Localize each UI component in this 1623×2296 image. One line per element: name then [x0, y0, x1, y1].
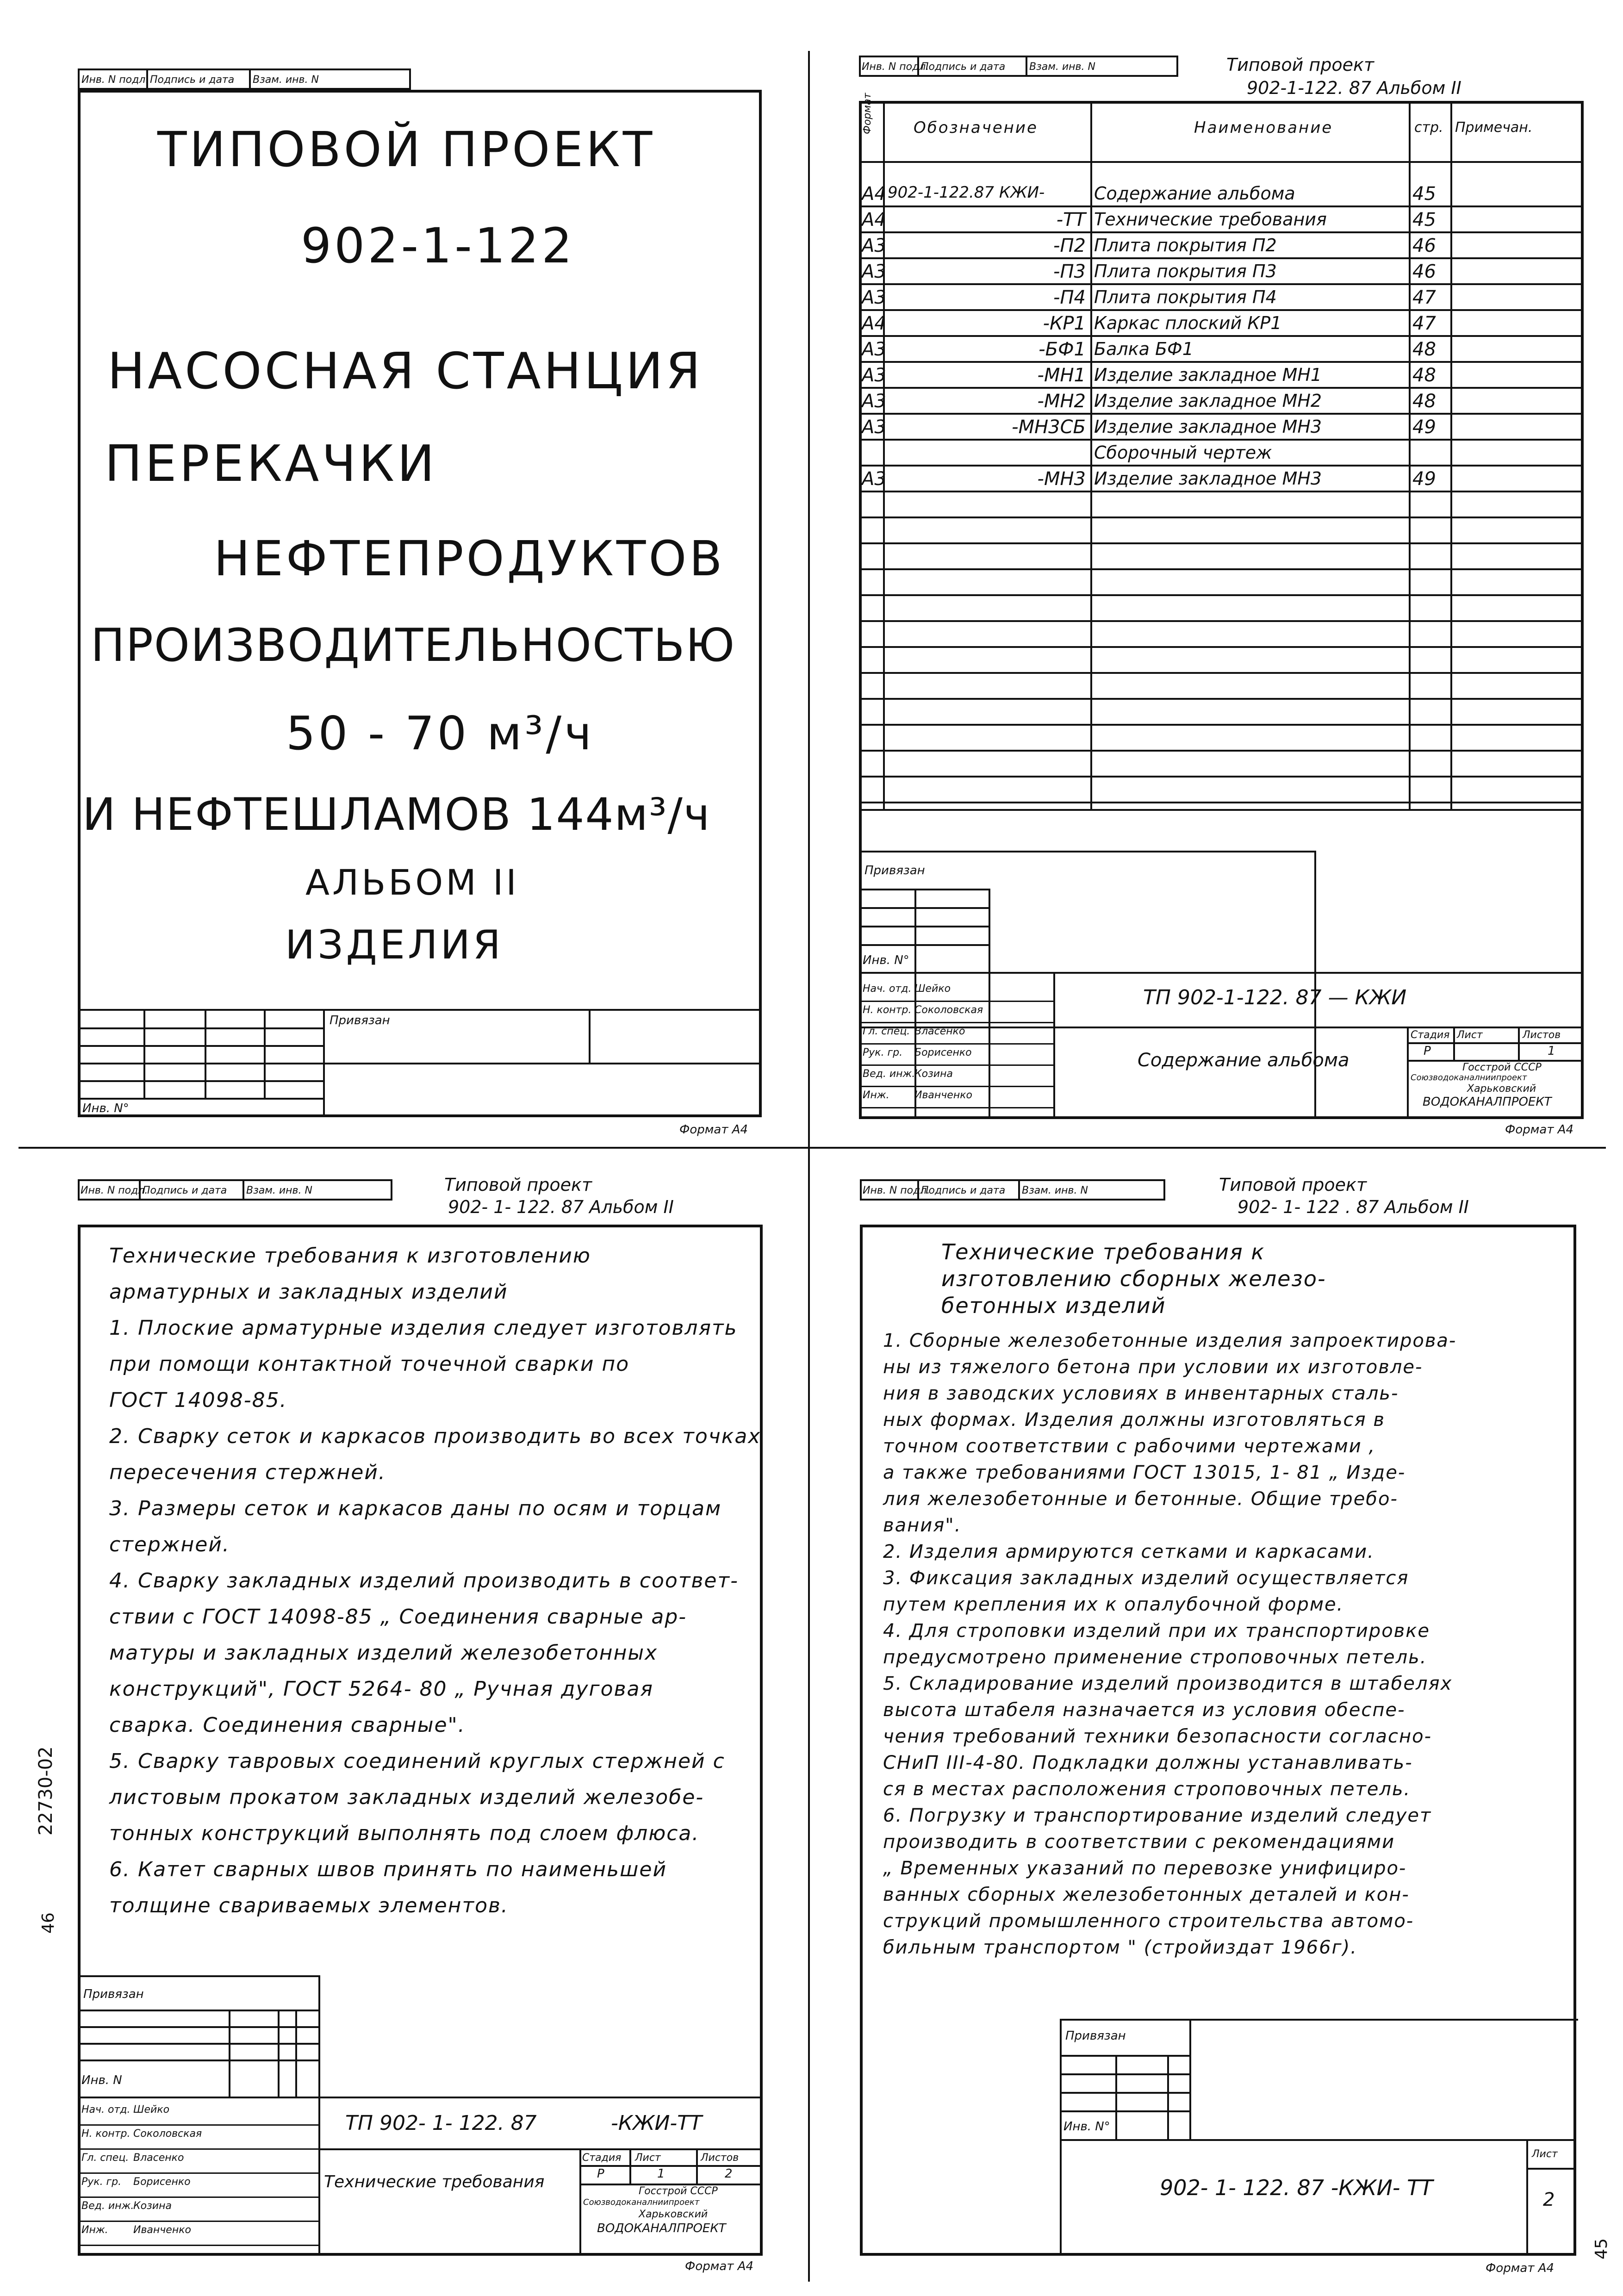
- cover-format: Формат А4: [679, 1123, 748, 1137]
- tech2-sheet-label: Лист: [1532, 2148, 1558, 2160]
- signature-role: Нач. отд.: [863, 983, 912, 995]
- contents-row-designation: -МН3СБ: [1012, 417, 1086, 438]
- contents-row-line: [859, 516, 1584, 518]
- tech1-doc-code: ТП 902- 1- 122. 87: [345, 2111, 537, 2135]
- tech1-frame: [78, 1225, 763, 2256]
- contents-row-line: [859, 309, 1584, 311]
- contents-row-line: [859, 387, 1584, 389]
- contents-row-name: Плита покрытия П2: [1094, 235, 1277, 255]
- contents-row-name: Балка БФ1: [1094, 339, 1194, 359]
- signature-line: [859, 1043, 1053, 1045]
- contents-inv: Инв. N°: [863, 953, 909, 967]
- body-text-line: при помощи контактной точечной сварки по: [109, 1352, 630, 1376]
- contents-row-name: Содержание альбома: [1094, 183, 1295, 204]
- contents-row-name: Технические требования: [1094, 209, 1327, 230]
- tech2-title-1: Технические требования к: [941, 1239, 1265, 1264]
- signature-role: Гл. спец.: [81, 2152, 129, 2164]
- contents-row-line: [859, 672, 1584, 674]
- contents-row-line: [859, 542, 1584, 544]
- body-text-line: 2. Изделия армируются сетками и каркасами.: [883, 1541, 1374, 1562]
- tech1-stamp-inv: Инв. N подл.: [81, 1185, 148, 1196]
- contents-row-designation: -МН2: [1037, 391, 1086, 412]
- body-text-line: ствии с ГОСТ 14098-85 „ Соединения сварные ар-: [109, 1605, 687, 1629]
- contents-header-line2: 902-1-122. 87 Альбом II: [1247, 78, 1461, 98]
- tech1-signatures: [78, 2102, 318, 2256]
- contents-row-designation: -П3: [1053, 261, 1086, 282]
- contents-col-note: Примечан.: [1455, 119, 1533, 136]
- contents-row-line: [859, 750, 1584, 752]
- body-text-line: предусмотрено применение строповочных петель.: [883, 1647, 1427, 1668]
- cover-title-line-2: ПЕРЕКАЧКИ: [105, 435, 437, 493]
- signature-role: Н. контр.: [863, 1004, 912, 1016]
- cover-title-typical-project: ТИПОВОЙ ПРОЕКТ: [157, 121, 655, 178]
- tech1-org-1: Госстрой СССР: [639, 2185, 718, 2197]
- contents-row-line: [859, 283, 1584, 285]
- contents-row-page: 48: [1412, 391, 1436, 412]
- contents-row-name: Сборочный чертеж: [1094, 442, 1272, 463]
- tech2-format: Формат А4: [1486, 2261, 1555, 2275]
- tech1-header-line2: 902- 1- 122. 87 Альбом II: [448, 1197, 674, 1217]
- contents-stamp-replace: Взам. инв. N: [1029, 61, 1095, 73]
- tech1-privyazan: Привязан: [83, 1987, 144, 2001]
- contents-row-line: [859, 231, 1584, 233]
- contents-stamp-inv: Инв. N подл.: [862, 61, 929, 73]
- body-text-line: высота штабеля назначается из условия обеспе-: [883, 1699, 1405, 1721]
- contents-row-page: 46: [1412, 261, 1436, 282]
- cover-album: АЛЬБОМ II: [305, 862, 519, 903]
- body-text-line: а также требованиями ГОСТ 13015, 1- 81 „ Изде-: [883, 1462, 1406, 1483]
- signature-line: [859, 1086, 1053, 1087]
- signature-name: Иванченко: [133, 2224, 191, 2236]
- tech1-sheets-no: 2: [725, 2167, 733, 2181]
- cover-privyazan: Привязан: [330, 1014, 390, 1027]
- body-text-line: 4. Сварку закладных изделий производить в соответ-: [109, 1569, 739, 1593]
- contents-row-page: 49: [1412, 468, 1436, 490]
- body-text-line: лия железобетонные и бетонные. Общие требо-: [883, 1488, 1398, 1510]
- signature-line: [78, 2221, 318, 2222]
- contents-row-name: Плита покрытия П3: [1094, 261, 1277, 281]
- tech1-stage-label: Стадия: [582, 2152, 622, 2164]
- signature-role: Гл. спец.: [863, 1026, 910, 1037]
- contents-row-format: А4: [862, 209, 886, 230]
- contents-row-name: Изделие закладное МН2: [1094, 391, 1322, 411]
- signature-role: Вед. инж.: [863, 1068, 915, 1080]
- tech1-org-3: Харьковский: [639, 2209, 708, 2220]
- contents-row-page: 48: [1412, 365, 1436, 386]
- contents-row-line: [859, 594, 1584, 596]
- signature-name: Борисенко: [914, 1047, 972, 1058]
- contents-col-name: Наименование: [1194, 118, 1333, 137]
- sheet-tech-req-2: [810, 1149, 1623, 2296]
- contents-row-page: 47: [1412, 287, 1436, 308]
- tech2-inv: Инв. N°: [1063, 2120, 1110, 2134]
- sheet-contents: [810, 0, 1623, 1147]
- tech1-inv: Инв. N: [81, 2073, 122, 2087]
- signature-name: Шейко: [914, 983, 951, 995]
- tech1-side-page: 46: [39, 1912, 58, 1934]
- tech2-sheet-no: 2: [1543, 2189, 1555, 2210]
- signature-role: Инж.: [863, 1089, 889, 1101]
- contents-row-format: А4: [862, 183, 886, 205]
- tech2-title-3: бетонных изделий: [941, 1293, 1166, 1318]
- contents-sheet-label: Лист: [1457, 1029, 1483, 1041]
- tech1-header-line1: Типовой проект: [444, 1175, 592, 1195]
- contents-row-format: А3: [862, 391, 886, 412]
- body-text-line: ных формах. Изделия должны изготовляться в: [883, 1409, 1385, 1431]
- cover-stamp-inv: Инв. N подл.: [81, 74, 149, 86]
- tech1-stamp-sign: Подпись и дата: [143, 1185, 227, 1196]
- contents-row-line: [859, 802, 1584, 803]
- contents-table-body: [859, 161, 1584, 809]
- cover-title-line-4: ПРОИЗВОДИТЕЛЬНОСТЬЮ: [91, 619, 736, 672]
- contents-row-designation: -П2: [1053, 235, 1086, 256]
- contents-row-designation: -МН3: [1037, 468, 1086, 490]
- body-text-line: ГОСТ 14098-85.: [109, 1388, 287, 1412]
- body-text-line: точном соответствии с рабочими чертежами ,: [883, 1436, 1376, 1457]
- tech1-sheets-label: Листов: [701, 2152, 739, 2164]
- signature-role: Рук. гр.: [81, 2176, 122, 2188]
- signature-name: Борисенко: [133, 2176, 191, 2188]
- body-text-line: пересечения стержней.: [109, 1461, 386, 1484]
- tech1-side-number: 22730-02: [35, 1746, 56, 1836]
- contents-row-line: [859, 413, 1584, 415]
- cover-title-line-3: НЕФТЕПРОДУКТОВ: [214, 530, 725, 587]
- cover-title-line-1: НАСОСНАЯ СТАНЦИЯ: [107, 342, 703, 400]
- body-text-line: стержней.: [109, 1533, 230, 1556]
- tech1-format: Формат А4: [685, 2259, 754, 2273]
- contents-row-line: [859, 361, 1584, 363]
- signature-role: Нач. отд.: [81, 2104, 131, 2116]
- contents-row-line: [859, 620, 1584, 622]
- signature-role: Рук. гр.: [863, 1047, 903, 1058]
- tech2-side-page: 45: [1592, 2238, 1611, 2259]
- contents-row-name: Плита покрытия П4: [1094, 287, 1277, 307]
- signature-role: Инж.: [81, 2224, 108, 2236]
- body-text-line: толщине свариваемых элементов.: [109, 1894, 509, 1917]
- sheet-cover: [0, 0, 808, 1147]
- cover-subtitle: ИЗДЕЛИЯ: [285, 922, 504, 968]
- body-text-line: чения требований техники безопасности согласно-: [883, 1726, 1432, 1747]
- contents-org-3: Харьковский: [1467, 1083, 1536, 1095]
- contents-row-line: [859, 335, 1584, 337]
- body-text-line: 3. Размеры сеток и каркасов даны по осям и торцам: [109, 1497, 722, 1520]
- tech2-header-line2: 902- 1- 122 . 87 Альбом II: [1237, 1197, 1469, 1217]
- contents-row-name: Изделие закладное МН1: [1094, 365, 1322, 385]
- contents-row-format: А3: [862, 339, 886, 360]
- body-text-line: ванных сборных железобетонных деталей и кон-: [883, 1884, 1410, 1905]
- signature-line: [78, 2148, 318, 2150]
- signature-name: Шейко: [133, 2104, 170, 2116]
- signature-name: Соколовская: [914, 1004, 983, 1016]
- contents-org-1: Госстрой СССР: [1462, 1062, 1542, 1073]
- tech1-stage: Р: [597, 2167, 604, 2181]
- cover-title-capacity: 50 - 70 м³/ч: [286, 706, 595, 760]
- tech1-stamp-replace: Взам. инв. N: [246, 1185, 312, 1196]
- tech2-stamp-sign: Подпись и дата: [921, 1185, 1006, 1196]
- body-text-line: конструкций", ГОСТ 5264- 80 „ Ручная дуговая: [109, 1677, 653, 1701]
- signature-name: Власенко: [914, 1026, 965, 1037]
- contents-row-format: А3: [862, 417, 886, 438]
- body-text-line: производить в соответствии с рекомендациями: [883, 1831, 1395, 1853]
- tech2-title-2: изготовлению сборных железо-: [941, 1266, 1326, 1291]
- contents-row-page: 46: [1412, 235, 1436, 256]
- cover-stamp-sign: Подпись и дата: [150, 74, 235, 86]
- tech2-stamp-inv: Инв. N подл.: [863, 1185, 930, 1196]
- body-text-line: 1. Плоские арматурные изделия следует изготовлять: [109, 1316, 738, 1340]
- tech1-org-2: Союзводоканалниипроект: [583, 2197, 700, 2207]
- contents-row-page: 45: [1412, 209, 1436, 230]
- contents-row-line: [859, 724, 1584, 726]
- signature-name: Соколовская: [133, 2128, 202, 2140]
- tech1-org-4: ВОДОКАНАЛПРОЕКТ: [597, 2221, 726, 2235]
- contents-row-format: А3: [862, 365, 886, 386]
- contents-doc-code: ТП 902-1-122. 87 — КЖИ: [1143, 986, 1407, 1009]
- signature-role: Н. контр.: [81, 2128, 131, 2140]
- body-text-line: листовым прокатом закладных изделий железобе-: [109, 1786, 704, 1809]
- body-text-line: 5. Сварку тавровых соединений круглых стержней с: [109, 1749, 725, 1773]
- body-text-line: Технические требования к изготовлению: [109, 1244, 591, 1268]
- contents-row-format: А3: [862, 287, 886, 308]
- contents-stage: Р: [1424, 1044, 1431, 1058]
- signature-line: [78, 2245, 318, 2246]
- signature-name: Козина: [914, 1068, 953, 1080]
- contents-stamp-sign: Подпись и дата: [921, 61, 1006, 73]
- signature-name: Козина: [133, 2200, 172, 2212]
- tech1-sheet-label: Лист: [635, 2152, 661, 2164]
- tech2-privyazan: Привязан: [1065, 2029, 1126, 2043]
- signature-line: [78, 2124, 318, 2126]
- body-text-line: 2. Сварку сеток и каркасов производить во всех точках: [109, 1425, 761, 1448]
- contents-header-line1: Типовой проект: [1226, 55, 1374, 75]
- contents-col-format: Формат: [862, 93, 873, 134]
- signature-line: [859, 1064, 1053, 1066]
- body-text-line: 1. Сборные железобетонные изделия запроектирова-: [883, 1330, 1457, 1351]
- signature-name: Власенко: [133, 2152, 184, 2164]
- contents-row-designation: -П4: [1053, 287, 1086, 308]
- contents-row-designation: -ТТ: [1056, 209, 1086, 230]
- contents-sheets-label: Листов: [1523, 1029, 1561, 1041]
- body-text-line: ны из тяжелого бетона при условии их изготовле-: [883, 1356, 1423, 1378]
- tech2-stamp-replace: Взам. инв. N: [1022, 1185, 1088, 1196]
- contents-row-line: [859, 439, 1584, 441]
- cover-project-number: 902-1-122: [301, 218, 575, 274]
- contents-row-designation: -МН1: [1037, 365, 1086, 386]
- body-text-line: сварка. Соединения сварные".: [109, 1713, 466, 1737]
- cover-inv: Инв. N°: [82, 1101, 129, 1115]
- tech2-header-line1: Типовой проект: [1219, 1175, 1367, 1195]
- contents-doc-title: Содержание альбома: [1138, 1050, 1349, 1071]
- signature-line: [78, 2196, 318, 2198]
- contents-row-format: А3: [862, 468, 886, 490]
- contents-stage-label: Стадия: [1411, 1029, 1450, 1041]
- body-text-line: матуры и закладных изделий железобетонных: [109, 1641, 658, 1665]
- contents-row-page: 49: [1412, 417, 1436, 438]
- contents-row-page: 45: [1412, 183, 1436, 205]
- contents-format: Формат А4: [1505, 1123, 1574, 1137]
- signature-line: [859, 1107, 1053, 1108]
- contents-sheet-no: 1: [1548, 1044, 1555, 1058]
- contents-row-designation: 902-1-122.87 КЖИ-: [888, 183, 1045, 202]
- contents-privyazan: Привязан: [864, 864, 925, 877]
- contents-col-page: стр.: [1414, 119, 1443, 136]
- body-text-line: 6. Катет сварных швов принять по наименьшей: [109, 1858, 667, 1881]
- sheet-tech-req-1: [0, 1149, 808, 2296]
- body-text-line: арматурных и закладных изделий: [109, 1280, 508, 1304]
- contents-row-line: [859, 568, 1584, 570]
- contents-org-2: Союзводоканалниипроект: [1411, 1073, 1527, 1083]
- contents-row-format: А4: [862, 313, 886, 334]
- tech2-doc-code: 902- 1- 122. 87 -КЖИ- ТТ: [1160, 2175, 1433, 2200]
- contents-row-line: [859, 205, 1584, 207]
- contents-row-format: А3: [862, 235, 886, 256]
- contents-row-format: А3: [862, 261, 886, 282]
- contents-row-name: Изделие закладное МН3: [1094, 468, 1322, 489]
- body-text-line: путем крепления их к опалубочной форме.: [883, 1594, 1344, 1615]
- tech1-doc-suffix: -КЖИ-ТТ: [611, 2111, 703, 2135]
- contents-row-line: [859, 776, 1584, 778]
- body-text-line: 3. Фиксация закладных изделий осуществляется: [883, 1568, 1409, 1589]
- contents-row-line: [859, 257, 1584, 259]
- contents-row-page: 48: [1412, 339, 1436, 360]
- contents-row-page: 47: [1412, 313, 1436, 334]
- body-text-line: 6. Погрузку и транспортирование изделий следует: [883, 1805, 1432, 1826]
- contents-row-line: [859, 465, 1584, 467]
- tech1-sheet-no: 1: [657, 2167, 665, 2181]
- contents-row-line: [859, 491, 1584, 492]
- tech1-doc-title: Технические требования: [324, 2172, 545, 2191]
- body-text-line: 5. Складирование изделий производится в штабелях: [883, 1673, 1453, 1694]
- signature-line: [859, 1022, 1053, 1023]
- cover-title-line-5: И НЕФТЕШЛАМОВ 144м³/ч: [82, 789, 711, 840]
- body-text-line: СНиП III-4-80. Подкладки должны устанавливать-: [883, 1752, 1413, 1773]
- contents-row-designation: -БФ1: [1038, 339, 1086, 360]
- cover-stamp-replace: Взам. инв. N: [253, 74, 319, 86]
- contents-row-line: [859, 698, 1584, 700]
- body-text-line: тонных конструкций выполнять под слоем флюса.: [109, 1822, 700, 1845]
- body-text-line: ся в местах расположения строповочных петель.: [883, 1779, 1411, 1800]
- contents-row-designation: -КР1: [1043, 313, 1086, 334]
- signature-name: Иванченко: [914, 1089, 972, 1101]
- body-text-line: струкций промышленного строительства автомо-: [883, 1910, 1414, 1932]
- body-text-line: вания".: [883, 1515, 962, 1536]
- body-text-line: бильным транспортом " (стройиздат 1966г).: [883, 1937, 1357, 1958]
- signature-role: Вед. инж.: [81, 2200, 134, 2212]
- body-text-line: ния в заводских условиях в инвентарных сталь-: [883, 1383, 1399, 1404]
- body-text-line: 4. Для строповки изделий при их транспортировке: [883, 1620, 1430, 1642]
- body-text-line: „ Временных указаний по перевозке унифициро-: [883, 1858, 1407, 1879]
- contents-org-4: ВОДОКАНАЛПРОЕКТ: [1423, 1095, 1552, 1109]
- contents-signatures: [859, 981, 1053, 1119]
- contents-row-line: [859, 646, 1584, 648]
- contents-row-name: Каркас плоский КР1: [1094, 313, 1282, 333]
- contents-col-designation: Обозначение: [914, 118, 1038, 137]
- signature-line: [78, 2172, 318, 2174]
- signature-line: [859, 1001, 1053, 1002]
- contents-row-name: Изделие закладное МН3: [1094, 417, 1322, 437]
